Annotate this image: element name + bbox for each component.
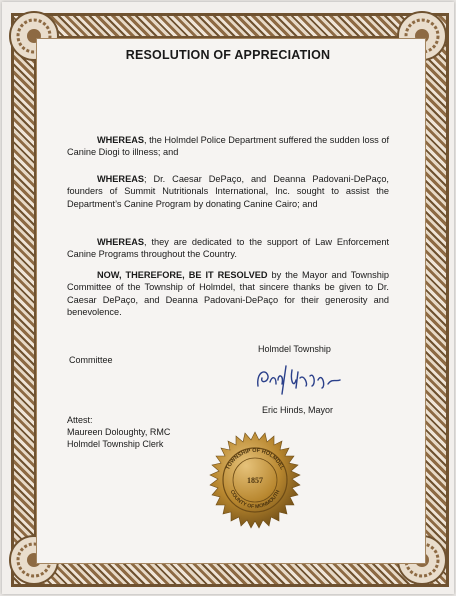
paragraph-text: , the Holmdel Police Department suffered the sudden loss of Canine Diogi to illness; and (67, 135, 389, 158)
paragraph-text: ; Dr. Caesar DePaço, and Deanna Padovani-DePaço, founders of Summit Nutritionals International, Inc. sought to assist the Department’s Canine Program by donating Canine Cairo; and (67, 174, 389, 209)
document-title: RESOLUTION OF APPRECIATION (125, 48, 331, 62)
paragraph-lead: WHEREAS (97, 237, 144, 247)
seal-top-text: TOWNSHIP OF HOLMDEL (225, 447, 285, 471)
attest-label: Attest: (67, 415, 93, 425)
whereas-paragraph-3 (67, 236, 389, 261)
seal-year: 1857 (247, 476, 263, 485)
paragraph-text: by the Mayor and Township Committee of the Township of Holmdel, that sincere thanks be given to Dr. Caesar DePaço, and Deanna Padovani-DePaço for their generosity and benevolence. (67, 270, 389, 318)
township-label: Holmdel Township (258, 344, 331, 354)
whereas-paragraph-2 (67, 173, 389, 210)
committee-label: Committee (69, 355, 113, 365)
clerk-name: Maureen Doloughty, RMC (67, 427, 171, 437)
seal-bottom-text: COUNTY OF MONMOUTH (228, 489, 282, 511)
resolved-paragraph (67, 269, 389, 319)
clerk-title: Holmdel Township Clerk (67, 439, 164, 449)
township-seal-icon (203, 430, 307, 534)
paragraph-lead: WHEREAS (97, 174, 144, 184)
mayor-signature (252, 358, 352, 398)
paragraph-lead: NOW, THEREFORE, BE IT RESOLVED (97, 270, 268, 280)
paragraph-text: , they are dedicated to the support of Law Enforcement Canine Programs throughout the Country. (67, 237, 389, 260)
whereas-paragraph-1 (67, 134, 389, 159)
paragraph-lead: WHEREAS (97, 135, 144, 145)
mayor-line: Eric Hinds, Mayor (262, 405, 334, 415)
